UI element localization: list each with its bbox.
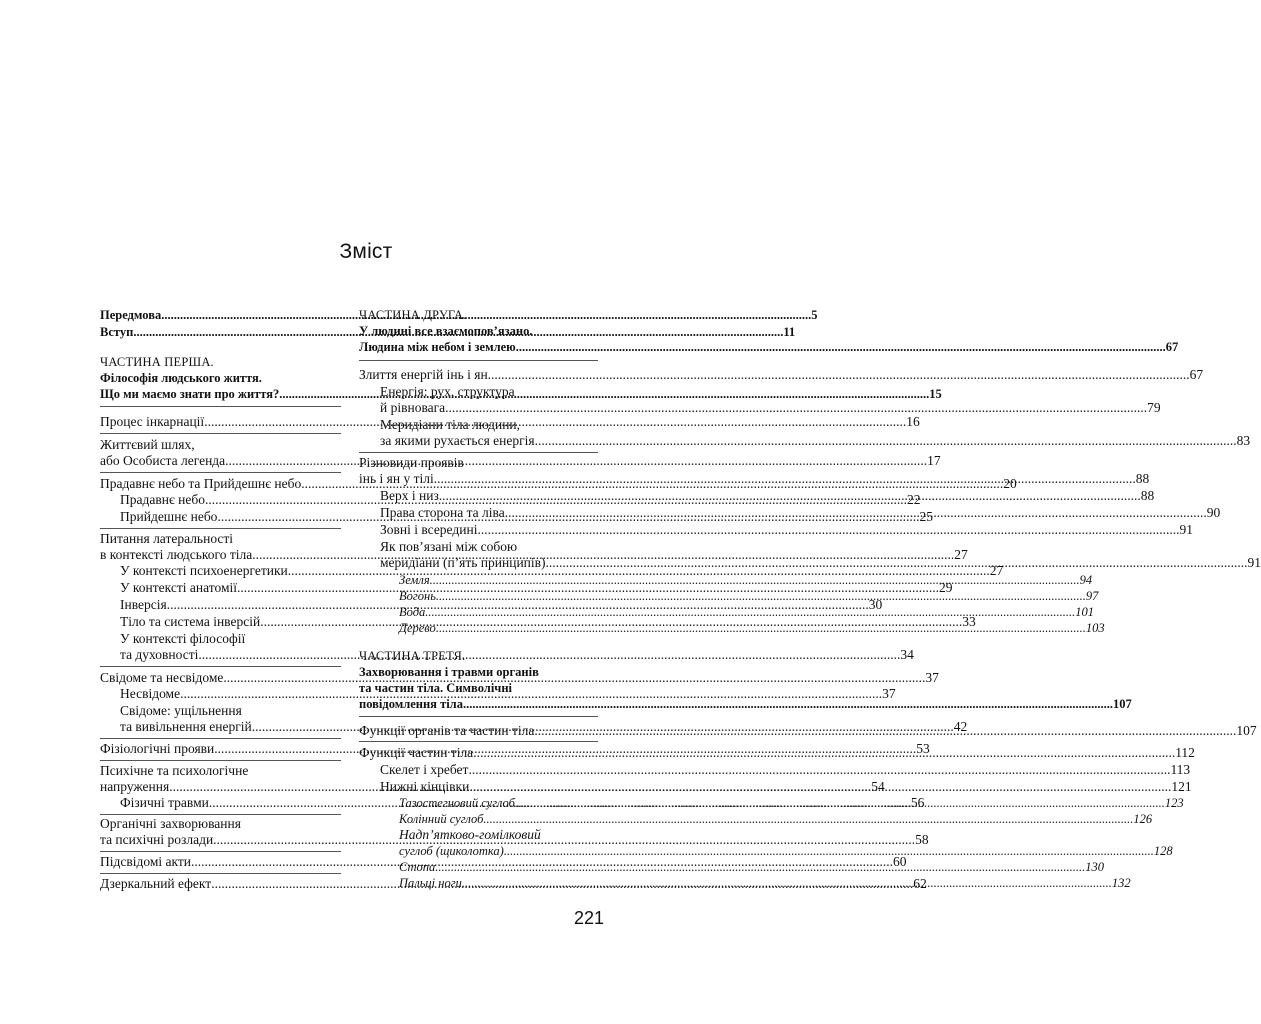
toc-entry-label: Нижні кінцівки (380, 779, 470, 794)
toc-entry-label: Зовні і всередині (380, 522, 478, 537)
page-title: Зміст (339, 240, 393, 263)
toc-entry-page: 107 (1112, 697, 1132, 711)
toc-entry-label: Свідоме та несвідоме (100, 670, 224, 685)
toc-entry-page: 37 (925, 670, 939, 685)
toc-entry-page: 42 (953, 719, 968, 734)
toc-entry-label: Інверсія (120, 597, 167, 612)
toc-entry-label: Вступ (100, 325, 134, 339)
toc-entry[interactable] (120, 563, 1004, 579)
part-heading: ЧАСТИНА ПЕРША. (100, 355, 214, 369)
toc-entry-label: Прадавнє небо та Прийдешнє небо (100, 476, 302, 491)
toc-entry-label: та духовності (120, 647, 199, 662)
toc-entry-label: Функції органів та частин тіла (359, 723, 535, 738)
toc-entry-line: Різновиди проявів (359, 455, 464, 470)
divider (100, 528, 341, 529)
toc-entry-page: 67 (1165, 340, 1179, 354)
toc-entry-label: Передмова (100, 308, 162, 322)
toc-entry-label: Злиття енергій інь і ян (359, 367, 488, 382)
toc-entry-label: Процес інкарнації (100, 414, 205, 429)
toc-entry-label: та психічні розлади (100, 832, 214, 847)
toc-entry[interactable] (380, 433, 1251, 449)
toc-entry-label: Тіло та система інверсій (120, 614, 261, 629)
toc-entry-label: Людина між небом і землею (359, 340, 516, 354)
toc-entry-page: 30 (868, 597, 883, 612)
toc-entry-label: Скелет і хребет (380, 762, 469, 777)
toc-entry-page: 53 (916, 741, 930, 756)
toc-entry-label: Функції частин тіла (359, 745, 474, 760)
toc-entry-line: Питання латеральності (100, 531, 234, 546)
part-heading: ЧАСТИНА ТРЕТЯ. (359, 649, 466, 663)
toc-entry-label: в контексті людського тіла (100, 547, 253, 562)
toc-entry-label: Прадавнє небо (120, 492, 205, 507)
toc-entry-label: Прийдешнє небо (120, 509, 218, 524)
toc-entry-label: Що ми маємо знати про життя? (100, 387, 280, 401)
toc-entry-page: 15 (929, 387, 942, 401)
toc-entry-page: 91 (1179, 522, 1193, 537)
toc-entry-label: Фізіологічні прояви (100, 741, 215, 756)
toc-entry-page: 83 (1236, 433, 1251, 448)
toc-entry-label: повідомлення тіла (359, 697, 463, 711)
toc-entry-label: У контексті психоенергетики (120, 563, 288, 578)
toc-entry-page: 126 (1133, 812, 1153, 826)
toc-entry-line: Свідоме: ущільнення (120, 703, 242, 718)
toc-entry-label: Вода (399, 605, 426, 619)
divider (100, 472, 341, 473)
toc-entry-page: 130 (1085, 860, 1105, 874)
divider (100, 666, 341, 667)
toc-entry-label: Пальці ноги (399, 876, 462, 890)
part-subtitle: У людині все взаємопов’язано. (359, 324, 533, 338)
toc-entry-label: й рівновага (380, 400, 446, 415)
toc-entry-line: Енергія: рух, структура (380, 384, 515, 399)
toc-entry[interactable] (380, 400, 1161, 416)
toc-entry-page: 54 (871, 779, 885, 794)
toc-entry-label: Дзеркальний ефект (100, 876, 212, 891)
toc-entry-page: 112 (1175, 745, 1195, 760)
toc-entry[interactable] (399, 588, 1099, 604)
divider (100, 873, 341, 874)
divider (100, 851, 341, 852)
toc-entry-page: 91 (1247, 555, 1261, 570)
part-subtitle: Філософія людського життя. (100, 371, 262, 385)
toc-entry-page: 107 (1236, 723, 1257, 738)
toc-entry-label: Несвідоме (120, 686, 181, 701)
toc-entry[interactable] (380, 522, 1193, 538)
toc-entry-page: 128 (1153, 844, 1173, 858)
toc-entry-page: 123 (1164, 796, 1184, 810)
part-subtitle: та частин тіла. Символічні (359, 681, 513, 695)
toc-entry-page: 90 (1206, 505, 1221, 520)
toc-entry-line: Меридіани тіла людини, (380, 417, 521, 432)
toc-entry-label: Права сторона та ліва (380, 505, 505, 520)
toc-entry-label: Земля (399, 573, 430, 587)
toc-entry-page: 27 (954, 547, 968, 562)
toc-entry-label: Підсвідомі акти (100, 854, 192, 869)
toc-entry-part2[interactable] (359, 339, 1179, 355)
toc-entry-label: інь і ян у тілі (359, 471, 434, 486)
toc-entry-line: Органічні захворювання (100, 816, 241, 831)
toc-entry-page: 34 (900, 647, 914, 662)
toc-entry-page: 58 (915, 832, 929, 847)
toc-entry-line: Життєвий шлях, (100, 437, 195, 452)
toc-entry-page: 25 (919, 509, 933, 524)
toc-entry-label: суглоб (щиколотка) (399, 844, 504, 858)
part-heading: ЧАСТИНА ДРУГА. (359, 308, 467, 322)
toc-entry-line: У контексті філософії (120, 631, 246, 646)
toc-entry-label: Фізичні травми (120, 795, 209, 810)
toc-entry-page: 88 (1135, 471, 1150, 486)
toc-entry-page: 11 (783, 325, 796, 339)
toc-entry-label: Дерево (399, 621, 436, 635)
toc-entry-page: 79 (1147, 400, 1161, 415)
toc-entry-page: 67 (1189, 367, 1204, 382)
part-subtitle: Захворювання і травми органів (359, 665, 539, 679)
divider (100, 738, 341, 739)
toc-entry-page: 56 (910, 795, 925, 810)
toc-entry-page: 88 (1140, 488, 1155, 503)
toc-entry-page: 33 (962, 614, 976, 629)
toc-entry-label: меридіани (п’ять принципів) (380, 555, 546, 570)
toc-entry-label: Тазостегновий суглоб (399, 796, 515, 810)
toc-entry-line: Психічне та психологічне (100, 763, 249, 778)
toc-entry-page: 5 (811, 308, 818, 322)
toc-entry-page: 62 (913, 876, 927, 891)
toc-entry-part3[interactable] (359, 696, 1132, 712)
toc-entry-label: Стопа (399, 860, 436, 874)
toc-entry-page: 113 (1170, 762, 1191, 777)
toc-entry-page: 16 (906, 414, 920, 429)
toc-entry-page: 17 (927, 453, 941, 468)
toc-entry-page: 27 (989, 563, 1004, 578)
toc-entry-page: 97 (1085, 589, 1099, 603)
divider (100, 433, 341, 434)
toc-entry-page: 22 (906, 492, 921, 507)
divider (100, 406, 341, 407)
toc-entry-page: 121 (1171, 779, 1192, 794)
toc-entry-label: або Особиста легенда (100, 453, 226, 468)
toc-entry[interactable] (359, 367, 1204, 383)
toc-entry-label: за якими рухається енергія (380, 433, 535, 448)
toc-entry-label: напруження (100, 779, 170, 794)
page-number: 221 (574, 908, 605, 928)
toc-entry-page: 101 (1075, 605, 1095, 619)
toc-entry[interactable] (399, 843, 1173, 859)
toc-entry-page: 94 (1079, 573, 1093, 587)
toc-entry-label: та вивільнення енергій (120, 719, 252, 734)
toc-entry-page: 37 (882, 686, 896, 701)
toc-entry[interactable] (399, 811, 1153, 827)
divider (100, 814, 341, 815)
toc-entry-label: Колінний суглоб (399, 812, 484, 826)
toc-entry-label: Верх і низ (380, 488, 439, 503)
toc-entry-page: 132 (1111, 876, 1131, 890)
toc-entry[interactable] (380, 762, 1191, 778)
divider (100, 760, 341, 761)
toc-entry-page: 60 (893, 854, 907, 869)
toc-entry-label: Вогонь (399, 589, 436, 603)
toc-entry-label: У контексті анатомії (120, 580, 238, 595)
toc-entry-line: Надп’ятково-гомілковий (399, 827, 541, 842)
toc-entry-page: 20 (1003, 476, 1017, 491)
toc-entry-line: Як пов’язані між собою (380, 539, 518, 554)
toc-entry-page: 103 (1085, 621, 1105, 635)
toc-entry-page: 29 (939, 580, 953, 595)
